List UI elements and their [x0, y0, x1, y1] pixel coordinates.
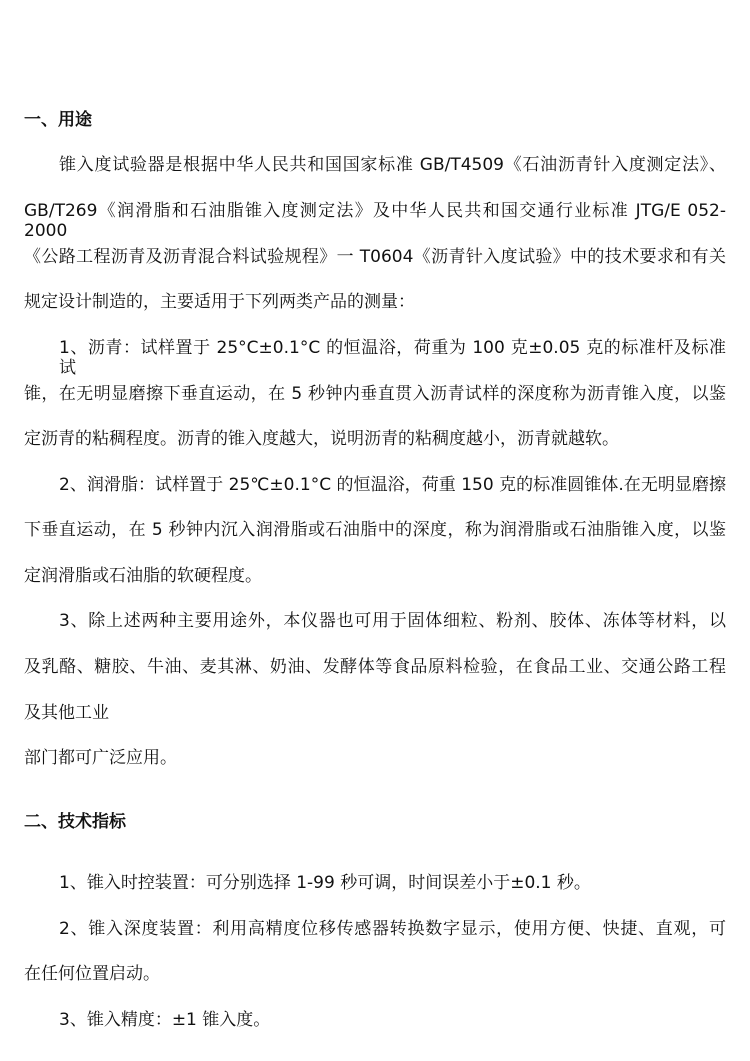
paragraph-line: 2、润滑脂：试样置于 25℃±0.1°C 的恒温浴，荷重 150 克的标准圆锥体.在无明显磨擦: [59, 475, 726, 495]
paragraph-line: 《公路工程沥青及沥青混合料试验规程》一 T0604《沥青针入度试验》中的技术要求和有关: [24, 247, 726, 267]
section-heading-usage: 一、用途: [24, 110, 92, 130]
paragraph-line: 部门都可广泛应用。: [24, 748, 177, 768]
paragraph-line: 下垂直运动，在 5 秒钟内沉入润滑脂或石油脂中的深度，称为润滑脂或石油脂锥入度，以鉴: [24, 520, 726, 540]
paragraph-line: 3、锥入精度：±1 锥入度。: [59, 1010, 271, 1030]
paragraph-line: 1、沥青：试样置于 25°C±0.1°C 的恒温浴，荷重为 100 克±0.05 克的标准杆及标准试: [59, 338, 726, 378]
paragraph-line: 3、除上述两种主要用途外，本仪器也可用于固体细粒、粉剂、胶体、冻体等材料，以: [59, 611, 726, 631]
paragraph-line: 2、锥入深度装置：利用高精度位移传感器转换数字显示，使用方便、快捷、直观，可: [59, 919, 726, 939]
paragraph-line: 规定设计制造的，主要适用于下列两类产品的测量：: [24, 292, 415, 312]
section-heading-specs: 二、技术指标: [24, 812, 126, 832]
paragraph-line: 定润滑脂或石油脂的软硬程度。: [24, 566, 262, 586]
paragraph-line: 1、锥入时控装置：可分别选择 1-99 秒可调，时间误差小于±0.1 秒。: [59, 873, 591, 893]
paragraph-line: 定沥青的粘稠程度。沥青的锥入度越大，说明沥青的粘稠度越小，沥青就越软。: [24, 429, 619, 449]
paragraph-line: 锥，在无明显磨擦下垂直运动，在 5 秒钟内垂直贯入沥青试样的深度称为沥青锥入度，以鉴: [24, 384, 726, 404]
paragraph-line: 及其他工业: [24, 703, 109, 723]
paragraph-line: GB/T269《润滑脂和石油脂锥入度测定法》及中华人民共和国交通行业标准 JTG/E 052-2000: [24, 201, 726, 241]
paragraph-line: 在任何位置启动。: [24, 964, 160, 984]
paragraph-line: 锥入度试验器是根据中华人民共和国国家标准 GB/T4509《石油沥青针入度测定法》、: [59, 155, 726, 175]
paragraph-line: 及乳酪、糖胶、牛油、麦其淋、奶油、发酵体等食品原料检验，在食品工业、交通公路工程: [24, 657, 726, 677]
